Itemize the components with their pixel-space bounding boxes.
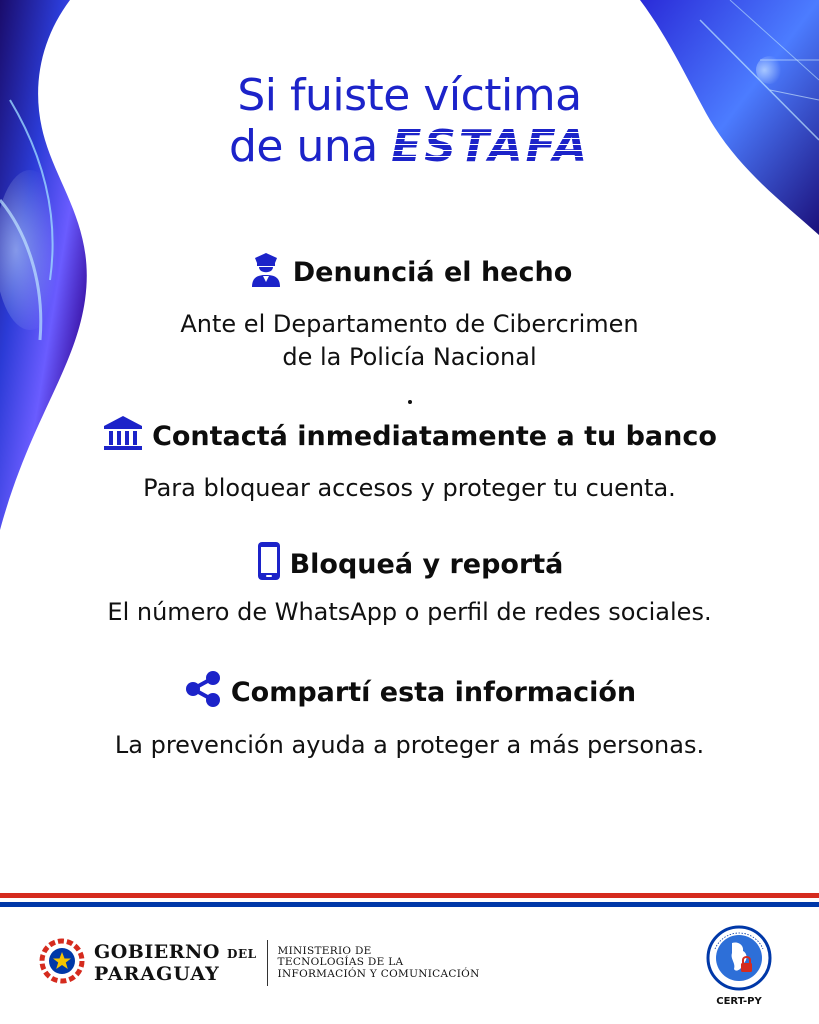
step-4-heading-row bbox=[0, 670, 819, 715]
cert-py-label: CERT-PY bbox=[716, 996, 762, 1007]
title-prefix: de una bbox=[228, 121, 378, 172]
ministry-line1: MINISTERIO DE bbox=[277, 944, 372, 957]
gobierno-del-paraguay-logo bbox=[94, 942, 257, 984]
step-3-heading-row bbox=[0, 540, 819, 589]
step-1-desc-line1: Ante el Departamento de Cibercrimen bbox=[180, 310, 639, 338]
step-4-desc: La prevención ayuda a proteger a más personas. bbox=[114, 731, 705, 759]
flag-stripes-divider bbox=[0, 893, 819, 907]
main-title-line1: Si fuiste víctima bbox=[237, 70, 582, 121]
police-officer-icon bbox=[247, 250, 285, 295]
cert-py-seal-icon bbox=[706, 925, 772, 991]
gov-line2: PARAGUAY bbox=[94, 963, 220, 985]
ministry-line2: TECNOLOGÍAS DE LA bbox=[277, 956, 404, 969]
title-emphasis-estafa: ESTAFA bbox=[391, 121, 591, 172]
government-logo-block bbox=[38, 937, 480, 989]
bank-icon bbox=[102, 414, 144, 459]
step-1-heading: Denunciá el hecho bbox=[292, 257, 573, 288]
step-1-desc-line2: de la Policía Nacional bbox=[282, 343, 537, 371]
step-4-heading: Compartí esta información bbox=[230, 677, 637, 708]
logo-divider bbox=[267, 940, 268, 986]
cert-py-logo bbox=[701, 925, 777, 1007]
step-2-heading-row bbox=[0, 414, 819, 459]
step-2-desc: Para bloquear accesos y proteger tu cuenta. bbox=[143, 474, 676, 502]
gov-del: DEL bbox=[227, 947, 257, 961]
separator-dot bbox=[408, 400, 412, 404]
smartphone-icon bbox=[256, 540, 282, 589]
ministry-line3: INFORMACIÓN Y COMUNICACIÓN bbox=[277, 967, 480, 980]
gov-line1: GOBIERNO bbox=[94, 941, 220, 963]
paraguay-seal-icon bbox=[38, 937, 86, 989]
step-3-desc: El número de WhatsApp o perfil de redes sociales. bbox=[107, 598, 712, 626]
ministry-name bbox=[278, 946, 480, 981]
main-title-line2 bbox=[0, 122, 819, 172]
step-1-heading-row bbox=[0, 250, 819, 295]
share-icon bbox=[183, 670, 223, 715]
step-3-heading: Bloqueá y reportá bbox=[289, 549, 564, 580]
step-2-heading: Contactá inmediatamente a tu banco bbox=[152, 421, 717, 452]
